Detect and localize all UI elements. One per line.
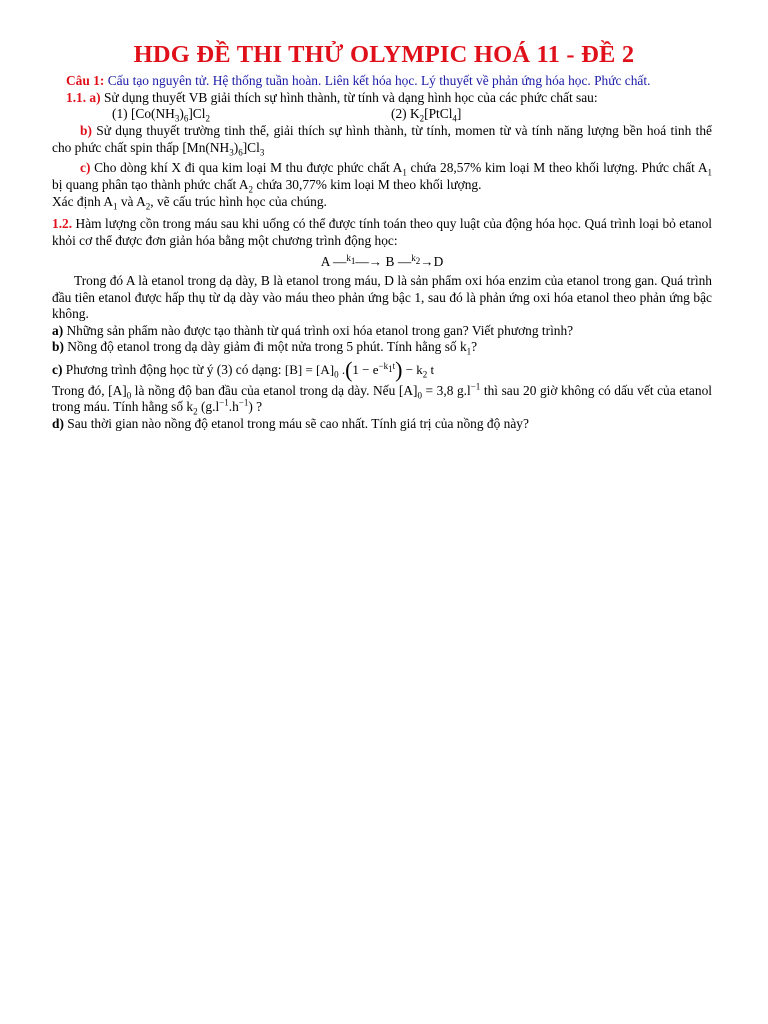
q12c-paragraph [52, 356, 712, 382]
q12c-description: Trong đó, $[A]_0$ là nồng độ ban đầu của etanol trong dạ dày. Nếu $[A]_0 = 3,8$ $g.l^{-1}$ thì sau 20 giờ không có dấu vết của etanol trong máu. Tính hằng số $k_2$ $(g.l^{-1}.h^{-1})$ ? [52, 381, 712, 417]
q11a-complexes [52, 106, 712, 123]
q11c-text: Cho dòng khí X đi qua kim loại M thu được phức chất $A_1$ chứa 28,57% kim loại M theo khối lượng. Phức chất $A_1$ bị quang phân tạo thành phức chất $A_2$ chứa 30,77% kim loại M theo khối lượng. [52, 160, 712, 195]
q12d-text: Sau thời gian nào nồng độ etanol trong máu sẽ cao nhất. Tính giá trị của nồng độ này? [67, 415, 529, 431]
q11b-text: Sử dụng thuyết trường tinh thể, giải thích sự hình thành, từ tính, momen từ và tính năng lượng bền hoá tinh thể cho phức chất spin thấp $[Mn(NH_3)_6]Cl_3$ [52, 123, 712, 158]
q12a-text: Những sản phẩm nào được tạo thành từ quá trình oxi hóa etanol trong gan? Viết phương trình? [66, 322, 574, 338]
q12a-label: a) [52, 322, 64, 338]
complex-2: (2) $K_2[PtCl_4]$ [391, 106, 462, 124]
cau1-text: Cấu tạo nguyên tử. Hệ thống tuần hoàn. Liên kết hóa học. Lý thuyết về phản ứng hóa học. Phức chất. [107, 73, 651, 88]
q11c-paragraph [52, 160, 712, 193]
q11c-label: c) [80, 160, 91, 176]
q12b-label: b) [52, 339, 64, 355]
q11b-paragraph [52, 123, 712, 156]
cau1-heading [52, 73, 712, 90]
q11a-label: 1.1. a) [66, 89, 101, 105]
q11a-text: Sử dụng thuyết VB giải thích sự hình thành, từ tính và dạng hình học của các phức chất sau: [103, 89, 598, 105]
q11c-line2: Xác định $A_1$ và $A_2$, vẽ cấu trúc hình học của chúng. [52, 193, 327, 212]
document-body [52, 73, 712, 432]
q12a-paragraph [52, 323, 712, 340]
rate-equation: $[B] = [A]_0$ $.(1 - e^{-k_1t}) - k_2$ t [284, 356, 435, 382]
q12b-text: Nồng độ etanol trong dạ dày giảm đi một nửa trong 5 phút. Tính hằng số $k_1$? [67, 339, 478, 357]
q11b-label: b) [80, 123, 92, 139]
q12-intro-text: Hàm lượng cồn trong máu sau khi uống có thể được tính toán theo quy luật của động hóa học. Quá trình loại bỏ etanol khỏi cơ thể được đơn giản hóa bằng một chương trình động học: [52, 216, 712, 248]
q12-intro [52, 216, 712, 249]
cau1-label: Câu 1: [66, 73, 105, 88]
complex-1: (1) $[Co(NH_3)_6]Cl_2$ [112, 106, 210, 124]
document-title: HDG ĐỀ THI THỬ OLYMPIC HOÁ 11 - ĐỀ 2 [133, 41, 635, 68]
q12d-paragraph [52, 416, 712, 433]
q12d-label: d) [52, 415, 64, 431]
q12c-label: c) [52, 361, 63, 377]
q12c-text: Phương trình động học từ ý (3) có dạng: [65, 361, 282, 377]
kinetic-scheme: A —$^{k_1}$—→ B —$^{k_2}$→D [320, 252, 444, 270]
q12b-paragraph [52, 339, 712, 356]
q12-explanation: Trong đó A là etanol trong dạ dày, B là etanol trong máu, D là sản phẩm oxi hóa enzim của etanol trong gan. Quá trình đầu tiên etanol được hấp thụ từ dạ dày vào máu theo phản ứng bậc 1, sau đó là phản ứng oxi hóa etanol theo phản ứng bậc không. [52, 272, 712, 322]
q11a-paragraph [52, 90, 712, 107]
q12-label: 1.2. [52, 216, 73, 232]
